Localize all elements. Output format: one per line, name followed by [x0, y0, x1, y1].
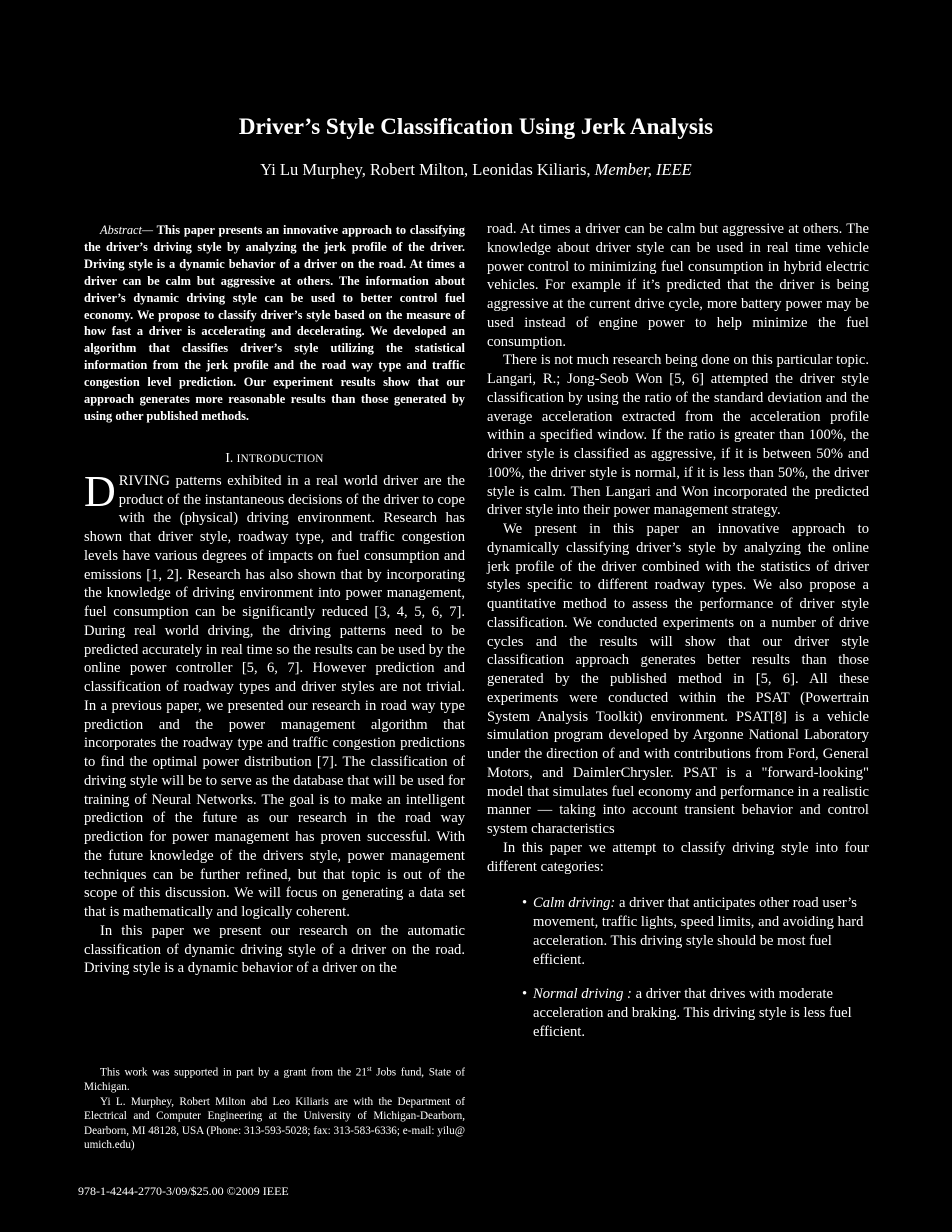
- list-item: [487, 894, 869, 969]
- section-heading: [84, 450, 465, 466]
- author-membership: Member, IEEE: [594, 160, 692, 179]
- category-list: [487, 894, 869, 1041]
- right-paragraph-4: In this paper we attempt to classify driving style into four different categories:: [487, 839, 869, 875]
- abstract: [84, 222, 465, 425]
- footnote: [84, 1062, 465, 1153]
- section-number: I.: [225, 449, 234, 465]
- footnote-sup: st: [366, 1065, 372, 1073]
- isbn-line: 978-1-4244-2770-3/09/$25.00 ©2009 IEEE: [78, 1184, 289, 1198]
- list-item-text: a driver that drives with moderate acceleration and braking. This driving style is less fuel efficient.: [533, 986, 852, 1040]
- abstract-text: This paper presents an innovative approach to classifying the driver’s driving style by analyzing the jerk profile of the driver. Driving style is a dynamic behavior of a driver on the road. At times a driver can be calm but aggressive at others. The information about driver’s dynamic driving style can be used to better control fuel economy. We propose to classify driver’s style based on the measure of how fast a driver is accelerating and decelerating. We developed an algorithm that classifies driver’s style utilizing the statistical information from the jerk profile and the road way type and traffic congestion level prediction. Our experiment results show that our approach generates more reasonable results than those generated by using other published methods.: [84, 223, 465, 423]
- author-line: [0, 160, 952, 180]
- right-paragraph-2: There is not much research being done on this particular topic. Langari, R.; Jong-Seob Won [5, 6] attempted the driver style classification by using the ratio of the standard deviation and the average acceleration extracted from the acceleration profile within a specified window. If the ratio is greater than 100%, the driver style is classified as aggressive, if it is between 50% and 100%, the driver style is normal, if it is less than 50%, the driver style is calm. Then Langari and Won incorporated the predicted driver style into their power management strategy.: [487, 352, 869, 519]
- right-paragraph-1: road. At times a driver can be calm but aggressive at others. The knowledge about driver style can be used in real time vehicle power control to minimizing fuel consumption in hybrid electric vehicles. For example if it’s predicted that the driver is being aggressive at the current drive cycle, more battery power may be used instead of engine power to help minimize the fuel consumption.: [487, 221, 869, 350]
- list-item-label: Calm driving:: [533, 895, 616, 912]
- footnote-funding-rest: Jobs fund, State of Michigan.: [84, 1066, 465, 1094]
- bullet-icon: •: [522, 986, 528, 1003]
- paper-title: Driver’s Style Classification Using Jerk Analysis: [238, 114, 714, 139]
- intro-paragraph-2: In this paper we present our research on the automatic classification of dynamic driving style of a driver on the road. Driving style is a dynamic behavior of a driver on the: [84, 922, 465, 977]
- right-column: [487, 220, 869, 1058]
- abstract-label: Abstract—: [100, 223, 154, 237]
- footnote-funding-text: This work was supported in part by a grant from the 21: [100, 1066, 367, 1079]
- section-title: INTRODUCTION: [236, 452, 324, 465]
- list-item-text: a driver that anticipates other road user’s movement, traffic lights, speed limits, and avoiding hard acceleration. This driving style should be most fuel efficient.: [533, 895, 864, 968]
- drop-cap: D: [84, 466, 116, 516]
- footnote-affiliation: Yi L. Murphey, Robert Milton abd Leo Kiliaris are with the Department of Electrical and Computer Engineering at the University of Michigan-Dearborn, Dearborn, MI 48128, USA (Phone: 313-593-5028; fax: 313-583-6336; e-mail: yilu@ umich.edu): [84, 1095, 465, 1152]
- right-paragraph-3: We present in this paper an innovative approach to dynamically classifying driver’s style by analyzing the online jerk profile of the driver combined with the statistics of driver styles specific to different roadway types. We also propose a quantitative method to assess the performance of driver style classification. We conducted experiments on a number of drive cycles and the results will show that our driver style classification approach generates better results than those generated by the published method in [5, 6]. All these experiments were conducted within the PSAT (Powertrain System Analysis Toolkit) environment. PSAT[8] is a vehicle simulation program developed by Argonne National Laboratory under the direction of and with contributions from Ford, General Motors, and DaimlerChrysler. PSAT is a "forward-looking" model that simulates fuel economy and performance in a realistic manner — taking into account transient behavior and control system characteristics: [487, 521, 869, 837]
- intro-paragraph-1: [84, 466, 465, 922]
- list-item: [487, 985, 869, 1041]
- intro-paragraph-1-text: RIVING patterns exhibited in a real world driver are the product of the instantaneous decisions of the driver to cope with the (physical) driving environment. Research has shown that driver style, roadway type, and traffic congestion levels have various degrees of impacts on fuel consumption and emissions [1, 2]. Research has also shown that by incorporating the knowledge of driving environment into power management, fuel consumption can be significantly reduced [3, 4, 5, 6, 7]. During real world driving, the driving patterns need to be predicted accurately in real time so the results can be used by the online power controller [5, 6, 7]. However prediction and classification of roadway types and driver styles are not trivial. In a previous paper, we presented our research in road way type prediction and the power management algorithm that incorporates the roadway type and traffic congestion predictions to find the optimal power distribution [7]. The classification of driving style will be to serve as the database that will be used for training of Neural Networks. The goal is to make an intelligent prediction of the future as our research in the road way prediction for power management has proven successful. With the future knowledge of the drivers style, power management techniques can be further refined, but that topic is out of the scope of this discussion. We will focus on generating a data set that is mathematically and logically coherent.: [84, 472, 465, 921]
- footnote-funding: [84, 1062, 465, 1095]
- bullet-icon: •: [522, 895, 528, 912]
- author-names: Yi Lu Murphey, Robert Milton, Leonidas Kiliaris,: [260, 160, 591, 179]
- left-column: [84, 222, 465, 978]
- list-item-label: Normal driving :: [533, 986, 632, 1003]
